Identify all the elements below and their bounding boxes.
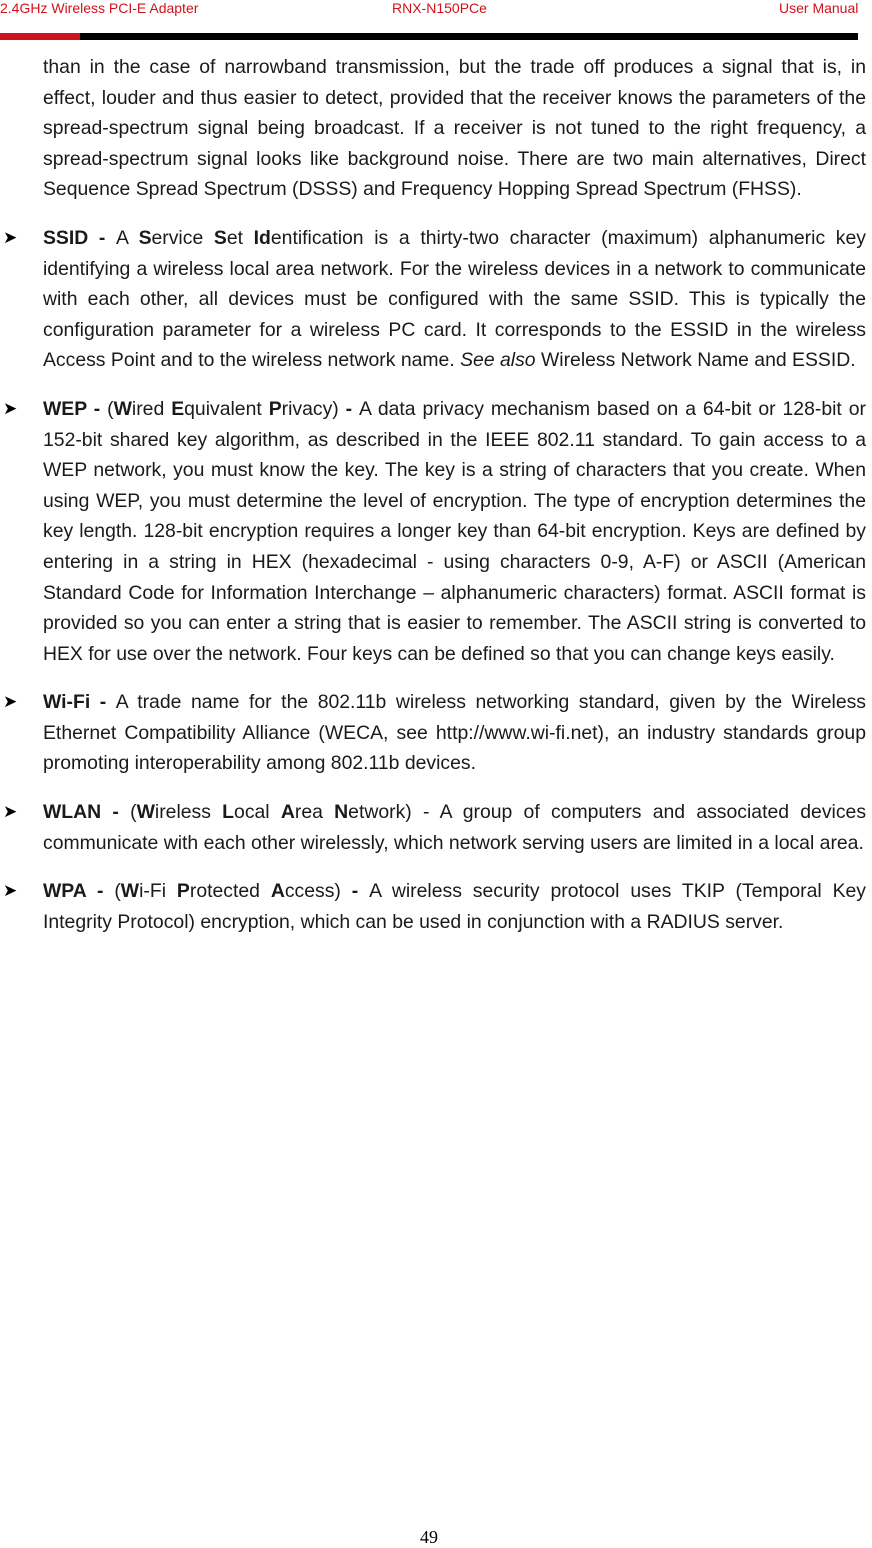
- glossary-entry-wifi: [3, 687, 866, 779]
- header-model-number: RNX-N150PCe: [392, 0, 487, 16]
- arrowhead-bullet-icon: ➤: [3, 692, 18, 712]
- header-rule-black-segment: [80, 33, 858, 40]
- glossary-entry-wpa: ➤ WPA - (Wi-Fi Protected Access) - A wireless security protocol uses TKIP (Temporal Key Integrity Protocol) encryption, which can be used in conjunction with a RADIUS server.: [43, 876, 866, 937]
- glossary-entry-wlan: ➤ WLAN - (Wireless Local Area Network) - A group of computers and associated devices communicate with each other wirelessly, which network serving users are limited in a local area.: [43, 797, 866, 858]
- definition-wifi: A trade name for the 802.11b wireless networking standard, given by the Wireless Ethernet Compatibility Alliance (WECA, see http://www.wi-fi.net), an industry standards group promoting interoperability among 802.11b devices.: [43, 691, 866, 775]
- glossary-entry-wep: ➤ WEP - (Wired Equivalent Privacy) - A data privacy mechanism based on a 64-bit or 128-bit or 152-bit shared key algorithm, as described in the IEEE 802.11 standard. To gain access to a WEP network, you must know the key. The key is a string of characters that you create. When using WEP, you must determine the level of encryption. The type of encryption determines the key length. 128-bit encryption requires a longer key than 64-bit encryption. Keys are defined by entering in a string in HEX (hexadecimal - using characters 0-9, A-F) or ASCII (American Standard Code for Information Interchange – alphanumeric characters) format. ASCII format is provided so you can enter a string that is easier to remember. The ASCII string is converted to HEX for use over the network. Four keys can be defined so that you can change keys easily.: [43, 394, 866, 669]
- header-rule-red-segment: [0, 33, 80, 40]
- definition-wep: A data privacy mechanism based on a 64-bit or 128-bit or 152-bit shared key algorithm, as described in the IEEE 802.11 standard. To gain access to a WEP network, you must know the key. The key is a string of characters that you create. When using WEP, you must determine the level of encryption. The type of encryption determines the key length. 128-bit encryption requires a longer key than 64-bit encryption. Keys are defined by entering in a string in HEX (hexadecimal - using characters 0-9, A-F) or ASCII (American Standard Code for Information Interchange – alphanumeric characters) format. ASCII format is provided so you can enter a string that is easier to remember. The ASCII string is converted to HEX for use over the network. Four keys can be defined so that you can change keys easily.: [43, 397, 866, 665]
- header-product-name: 2.4GHz Wireless PCI-E Adapter: [0, 0, 199, 16]
- term-ssid: SSID -: [43, 226, 117, 249]
- page-number: 49: [420, 1527, 438, 1547]
- arrowhead-bullet-icon: ➤: [3, 398, 18, 418]
- definition-wpa: A wireless security protocol uses TKIP (Temporal Key Integrity Protocol) encryption, which can be used in conjunction with a RADIUS server.: [43, 880, 866, 933]
- term-wep: WEP -: [43, 397, 108, 420]
- arrowhead-bullet-icon: ➤: [3, 881, 18, 901]
- header-rule: [0, 33, 858, 40]
- arrowhead-bullet-icon: ➤: [3, 802, 18, 822]
- term-wifi: Wi-Fi -: [43, 691, 116, 714]
- header-document-type: User Manual: [779, 0, 859, 16]
- see-also-label: See also: [460, 349, 536, 372]
- term-wlan: WLAN -: [43, 801, 131, 824]
- arrowhead-bullet-icon: ➤: [3, 227, 18, 247]
- term-wpa: WPA -: [43, 880, 115, 903]
- glossary-content: [3, 52, 867, 937]
- intro-paragraph: than in the case of narrowband transmission, but the trade off produces a signal that is, in effect, louder and thus easier to detect, provided that the receiver knows the parameters of the spread-spectrum signal being broadcast. If a receiver is not tuned to the right frequency, a spread-spectrum signal looks like background noise. There are two main alternatives, Direct Sequence Spread Spectrum (DSSS) and Frequency Hopping Spread Spectrum (FHSS).: [43, 56, 866, 201]
- glossary-entry-ssid: ➤ SSID - A Service Set Identification is a thirty-two character (maximum) alphanumeric key identifying a wireless local area network. For the wireless devices in a network to communicate with each other, all devices must be configured with the same SSID. This is typically the configuration parameter for a wireless PC card. It corresponds to the ESSID in the wireless Access Point and to the wireless network name. See also Wireless Network Name and ESSID.: [43, 223, 866, 376]
